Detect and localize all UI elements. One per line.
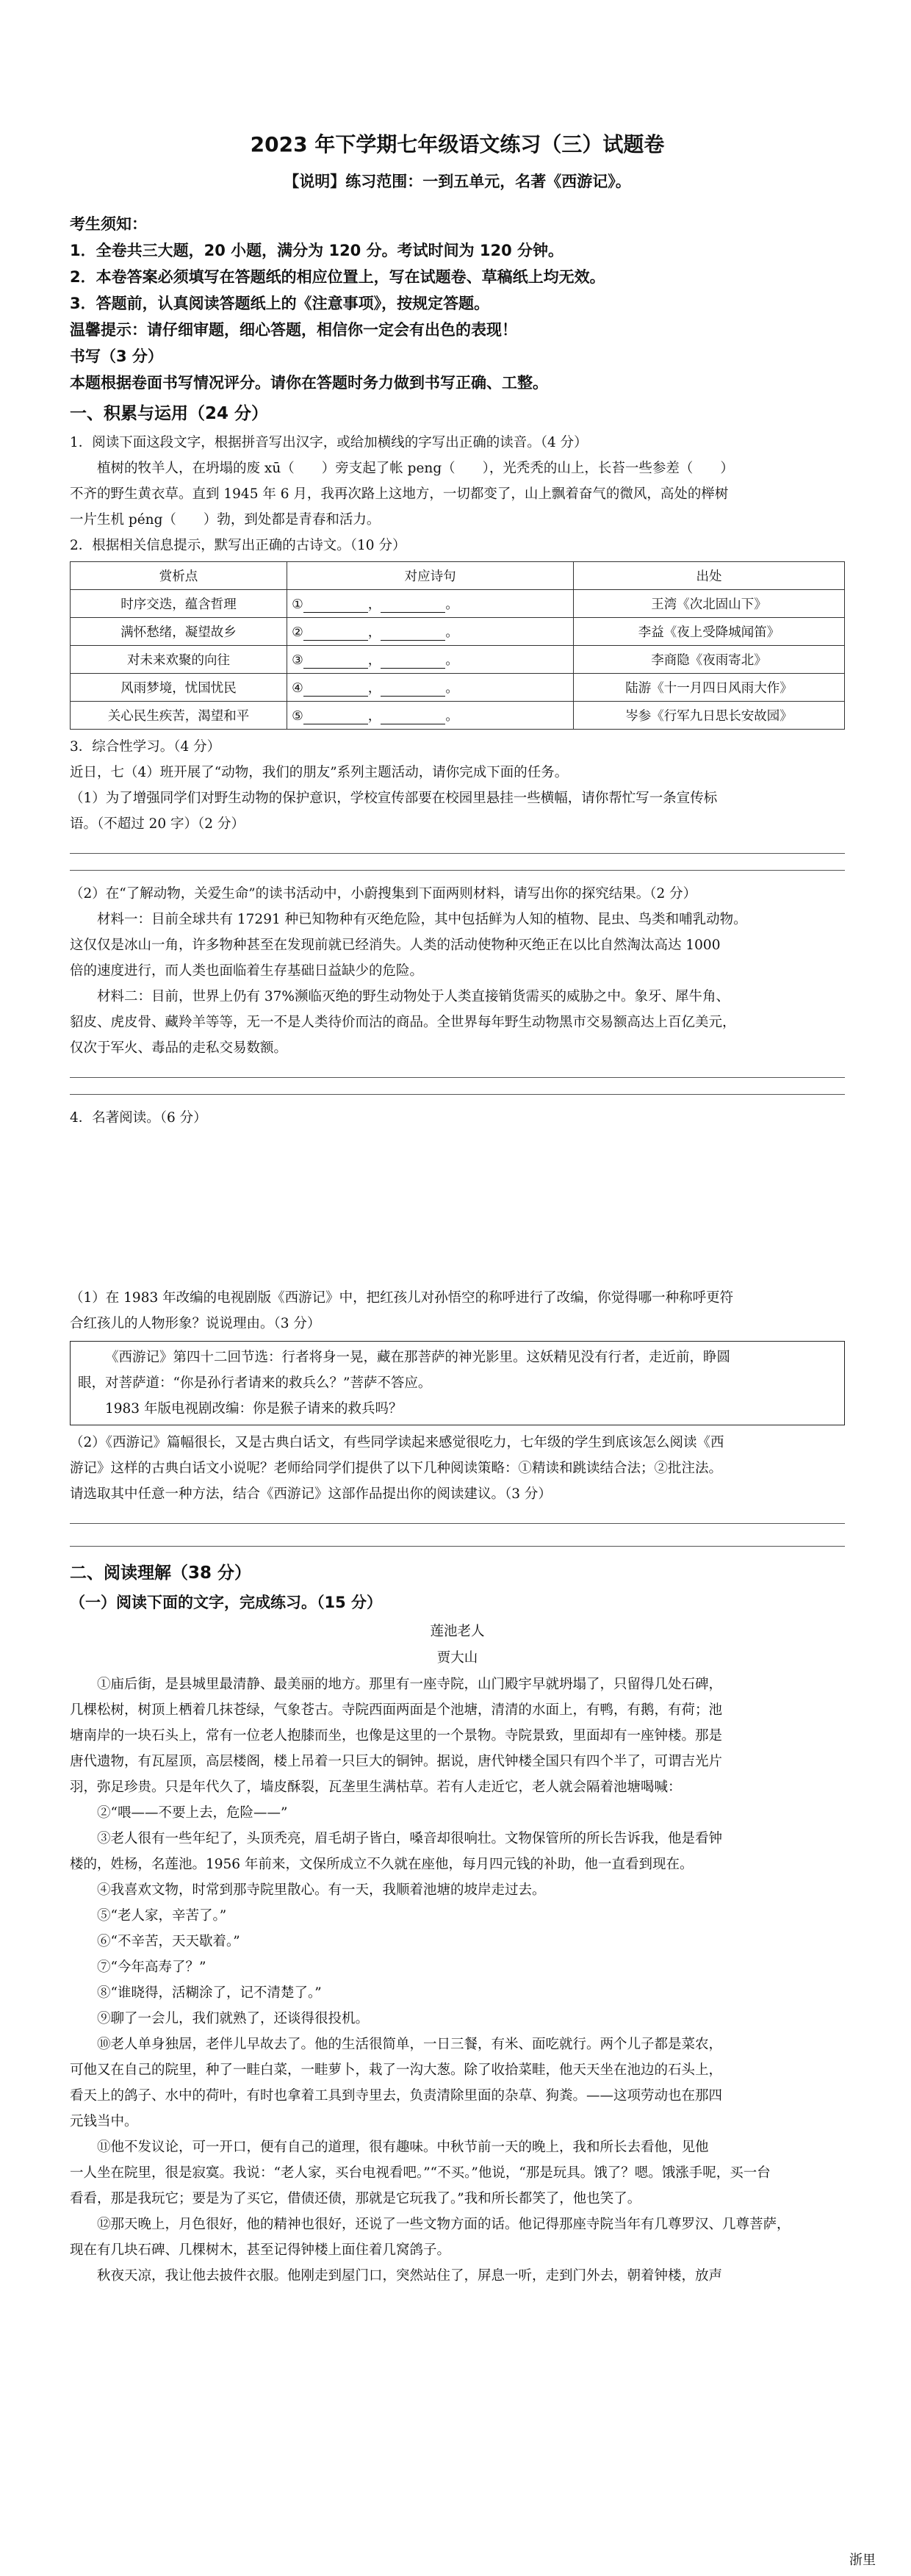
answer-line[interactable] [70, 1546, 845, 1547]
table-row [71, 618, 845, 646]
answer-line[interactable] [70, 1077, 845, 1078]
q4-1-line: （1）在 1983 年改编的电视剧版《西游记》中，把红孩儿对孙悟空的称呼进行了改编，你觉得哪一种称呼更符 [70, 1290, 734, 1306]
q1-passage-line: 植树的牧羊人，在坍塌的废 xū（ ）旁支起了帐 peng（ ），光秃秃的山上，长苔一些参差（ ） [97, 461, 734, 476]
article-line: ⑧“谁晓得，活糊涂了，记不清楚了。” [97, 1985, 322, 2001]
table-row [71, 646, 845, 674]
answer-blank[interactable] [303, 627, 368, 641]
answer-blank[interactable] [381, 627, 445, 641]
blank-sep: ， [367, 597, 381, 612]
article-line: ⑪他不发议论，可一开口，便有自己的道理，很有趣味。中秋节前一天的晚上，我和所长去看他，见他 [97, 2140, 709, 2155]
table-cell-blank[interactable] [287, 674, 574, 702]
article-line: 可他又在自己的院里，种了一畦白菜，一畦萝卜，栽了一沟大葱。除了收拾菜畦，他天天坐在池边的石头上， [70, 2062, 723, 2078]
blank-end: 。 [445, 625, 458, 640]
blank-number: ⑤ [292, 709, 303, 724]
table-header: 出处 [574, 562, 845, 590]
article-line: 一人坐在院里，很是寂寞。我说：“老人家，买台电视看吧。”“不买。”他说，“那是玩具。饿了？嗯。饿涨手呢，买一台 [70, 2165, 771, 2181]
article-line: 看看，那是我玩它；要是为了买它，借债还债，那就是它玩我了。”我和所长都笑了，他也笑了。 [70, 2191, 641, 2206]
table-cell-source: 李商隐《夜雨寄北》 [574, 646, 845, 674]
part2-sub: （一）阅读下面的文字，完成练习。（15 分） [70, 1594, 383, 1611]
table-cell-blank[interactable] [287, 618, 574, 646]
page-footer: 浙里 [849, 2552, 876, 2568]
article-line: ⑫那天晚上，月色很好，他的精神也很好，还说了一些文物方面的话。他记得那座寺院当年有几尊罗汉、几尊菩萨， [97, 2217, 791, 2232]
notice-heading: 考生须知： [70, 215, 147, 233]
writing-heading: 书写（3 分） [70, 348, 163, 365]
article-line: 唐代遗物，有瓦屋顶，高层楼阁，楼上吊着一只巨大的铜钟。据说，唐代钟楼全国只有四个半了，可谓吉光片 [70, 1754, 723, 1769]
table-cell-point: 时序交迭，蕴含哲理 [71, 590, 287, 618]
table-cell-blank[interactable] [287, 646, 574, 674]
q3-stem: 3．综合性学习。（4 分） [70, 739, 221, 755]
blank-space [70, 1131, 845, 1285]
q3-1-line: （1）为了增强同学们对野生动物的保护意识，学校宣传部要在校园里悬挂一些横幅，请你帮忙写一条宣传标 [70, 791, 718, 806]
material2-line: 貂皮、虎皮骨、藏羚羊等等，无一不是人类待价而沽的商品。全世界每年野生动物黑市交易额高达上百亿美元， [70, 1015, 736, 1030]
table-row [71, 702, 845, 730]
table-cell-source: 陆游《十一月四日风雨大作》 [574, 674, 845, 702]
blank-sep: ， [367, 653, 381, 668]
exam-title: 2023 年下学期七年级语文练习（三）试题卷 [250, 132, 665, 156]
q1-passage-line: 一片生机 péng（ ）勃，到处都是青春和活力。 [70, 512, 381, 528]
material1-line: 倍的速度进行，而人类也面临着生存基础日益缺少的危险。 [70, 963, 424, 979]
quote-line: 1983 年版电视剧改编：你是猴子请来的救兵吗？ [105, 1401, 403, 1417]
answer-blank[interactable] [303, 655, 368, 669]
table-cell-source: 李益《夜上受降城闻笛》 [574, 618, 845, 646]
article-line: ⑦“今年高寿了？” [97, 1960, 206, 1975]
article-line: ③老人很有一些年纪了，头顶秃亮，眉毛胡子皆白，嗓音却很响壮。文物保管所的所长告诉我，他是看钟 [97, 1831, 723, 1846]
q1-stem: 1．阅读下面这段文字，根据拼音写出汉字，或给加横线的字写出正确的读音。（4 分） [70, 435, 588, 450]
q2-stem: 2．根据相关信息提示，默写出正确的古诗文。（10 分） [70, 538, 406, 553]
answer-line[interactable] [70, 1094, 845, 1095]
table-cell-source: 王湾《次北固山下》 [574, 590, 845, 618]
answer-blank[interactable] [381, 710, 445, 724]
notice-item: 1．全卷共三大题，20 小题，满分为 120 分。考试时间为 120 分钟。 [70, 242, 564, 259]
q4-2-line: 游记》这样的古典白话文小说呢？老师给同学们提供了以下几种阅读策略：①精读和跳读结合法；②批注法。 [70, 1461, 723, 1476]
answer-blank[interactable] [303, 599, 368, 613]
answer-blank[interactable] [381, 655, 445, 669]
article-line: ④我喜欢文物，时常到那寺院里散心。有一天，我顺着池塘的坡岸走过去。 [97, 1882, 546, 1898]
q1-passage-line: 不齐的野生黄衣草。直到 1945 年 6 月，我再次路上这地方，一切都变了，山上飘着奋气的微风，高处的榉树 [70, 486, 729, 502]
blank-end: 。 [445, 653, 458, 668]
quote-box [70, 1341, 845, 1425]
q3-intro: 近日，七（4）班开展了“动物，我们的朋友”系列主题活动，请你完成下面的任务。 [70, 765, 569, 780]
answer-blank[interactable] [381, 599, 445, 613]
poetry-table [70, 561, 845, 730]
table-cell-point: 满怀愁绪，凝望故乡 [71, 618, 287, 646]
table-cell-source: 岑参《行军九日思长安故园》 [574, 702, 845, 730]
article-line: 塘南岸的一块石头上，常有一位老人抱膝而坐，也像是这里的一个景物。寺院景致，里面却有一座钟楼。那是 [70, 1728, 723, 1744]
answer-line[interactable] [70, 1523, 845, 1524]
answer-blank[interactable] [303, 710, 368, 724]
article-line: 羽，弥足珍贵。只是年代久了，墙皮酥裂，瓦垄里生满枯草。若有人走近它，老人就会隔着池塘喝喊： [70, 1780, 682, 1795]
table-row [71, 590, 845, 618]
q4-2-line: 请选取其中任意一种方法，结合《西游记》这部作品提出你的阅读建议。（3 分） [70, 1486, 552, 1502]
quote-line: 眼，对菩萨道：“你是孙行者请来的救兵么？”菩萨不答应。 [78, 1375, 432, 1391]
article-line: ②“喂——不要上去，危险——” [97, 1805, 288, 1821]
article-line: 元钱当中。 [70, 2114, 138, 2129]
table-cell-blank[interactable] [287, 590, 574, 618]
quote-line: 《西游记》第四十二回节选：行者将身一晃，藏在那菩萨的神光影里。这妖精见没有行者，走近前，睁圆 [105, 1350, 731, 1365]
table-header: 对应诗句 [287, 562, 574, 590]
table-header: 赏析点 [71, 562, 287, 590]
article-line: ①庙后街，是县城里最清静、最美丽的地方。那里有一座寺院，山门殿宇早就坍塌了，只留得几处石碑， [97, 1677, 723, 1692]
blank-sep: ， [367, 681, 381, 696]
notice-tip: 温馨提示：请仔细审题，细心答题，相信你一定会有出色的表现！ [70, 321, 517, 339]
article-line: ⑥“不辛苦，天天歇着。” [97, 1934, 240, 1949]
exam-scope: 【说明】练习范围：一到五单元，名著《西游记》。 [284, 173, 631, 190]
blank-number: ② [292, 625, 303, 640]
table-cell-point: 对未来欢聚的向往 [71, 646, 287, 674]
article-line: 几棵松树，树顶上栖着几抹苍绿，气象苍古。寺院西面两面是个池塘，清清的水面上，有鸭，有鹅，有荷；池 [70, 1702, 723, 1718]
notice-item: 2．本卷答案必须填写在答题纸的相应位置上，写在试题卷、草稿纸上均无效。 [70, 268, 605, 286]
part2-heading: 二、阅读理解（38 分） [70, 1564, 252, 1583]
material1-line: 这仅仅是冰山一角，许多物种甚至在发现前就已经消失。人类的活动使物种灭绝正在以比自然淘汰高达 1000 [70, 938, 721, 953]
table-cell-blank[interactable] [287, 702, 574, 730]
q3-2: （2）在“了解动物，关爱生命”的读书活动中，小蔚搜集到下面两则材料，请写出你的探究结果。（2 分） [70, 886, 697, 902]
table-header-row [71, 562, 845, 590]
article-line: ⑩老人单身独居，老伴儿早故去了。他的生活很简单，一日三餐，有米、面吃就行。两个儿子都是菜农， [97, 2037, 723, 2052]
q4-1-line: 合红孩儿的人物形象？说说理由。（3 分） [70, 1316, 321, 1331]
blank-end: 。 [445, 709, 458, 724]
article-line: 现在有几块石碑、几棵树木，甚至记得钟楼上面住着几窝鸽子。 [70, 2242, 451, 2258]
answer-blank[interactable] [303, 683, 368, 697]
part1-heading: 一、积累与运用（24 分） [70, 404, 269, 423]
answer-blank[interactable] [381, 683, 445, 697]
article-line: 秋夜天凉，我让他去披件衣服。他刚走到屋门口，突然站住了，屏息一听，走到门外去，朝着钟楼，放声 [97, 2268, 723, 2284]
article-author: 贾大山 [436, 1650, 478, 1666]
blank-number: ① [292, 597, 303, 612]
blank-sep: ， [367, 709, 381, 724]
notice-item: 3．答题前，认真阅读答题纸上的《注意事项》，按规定答题。 [70, 295, 490, 312]
material2-line: 仅次于军火、毒品的走私交易数额。 [70, 1040, 288, 1056]
material2-line: 材料二：目前，世界上仍有 37%濒临灭绝的野生动物处于人类直接销货需买的威胁之中。象牙、犀牛角、 [97, 989, 730, 1004]
exam-page [70, 129, 845, 2289]
article-line: ⑨聊了一会儿，我们就熟了，还谈得很投机。 [97, 2011, 370, 2026]
article-title: 莲池老人 [430, 1624, 485, 1639]
q4-2-line: （2）《西游记》篇幅很长，又是古典白话文，有些同学读起来感觉很吃力，七年级的学生到底该怎么阅读《西 [70, 1435, 724, 1450]
article-line: ⑤“老人家，辛苦了。” [97, 1908, 227, 1924]
blank-number: ③ [292, 653, 303, 668]
q3-1-line: 语。（不超过 20 字）（2 分） [70, 816, 245, 832]
answer-line[interactable] [70, 853, 845, 854]
table-cell-point: 风雨梦境，忧国忧民 [71, 674, 287, 702]
article-line: 看天上的鸽子、水中的荷叶，有时也拿着工具到寺里去，负责清除里面的杂草、狗粪。——这项劳动也在那四 [70, 2088, 723, 2104]
blank-number: ④ [292, 681, 303, 696]
table-row [71, 674, 845, 702]
table-cell-point: 关心民生疾苦，渴望和平 [71, 702, 287, 730]
writing-text: 本题根据卷面书写情况评分。请你在答题时务力做到书写正确、工整。 [70, 374, 548, 392]
q4-stem: 4．名著阅读。（6 分） [70, 1110, 207, 1126]
material1-line: 材料一：目前全球共有 17291 种已知物种有灭绝危险，其中包括鲜为人知的植物、昆虫、鸟类和哺乳动物。 [97, 912, 747, 927]
answer-line[interactable] [70, 870, 845, 871]
blank-end: 。 [445, 681, 458, 696]
blank-sep: ， [367, 625, 381, 640]
blank-end: 。 [445, 597, 458, 612]
article-line: 楼的，姓杨，名莲池。1956 年前来，文保所成立不久就在座他，每月四元钱的补助，他一直看到现在。 [70, 1857, 694, 1872]
